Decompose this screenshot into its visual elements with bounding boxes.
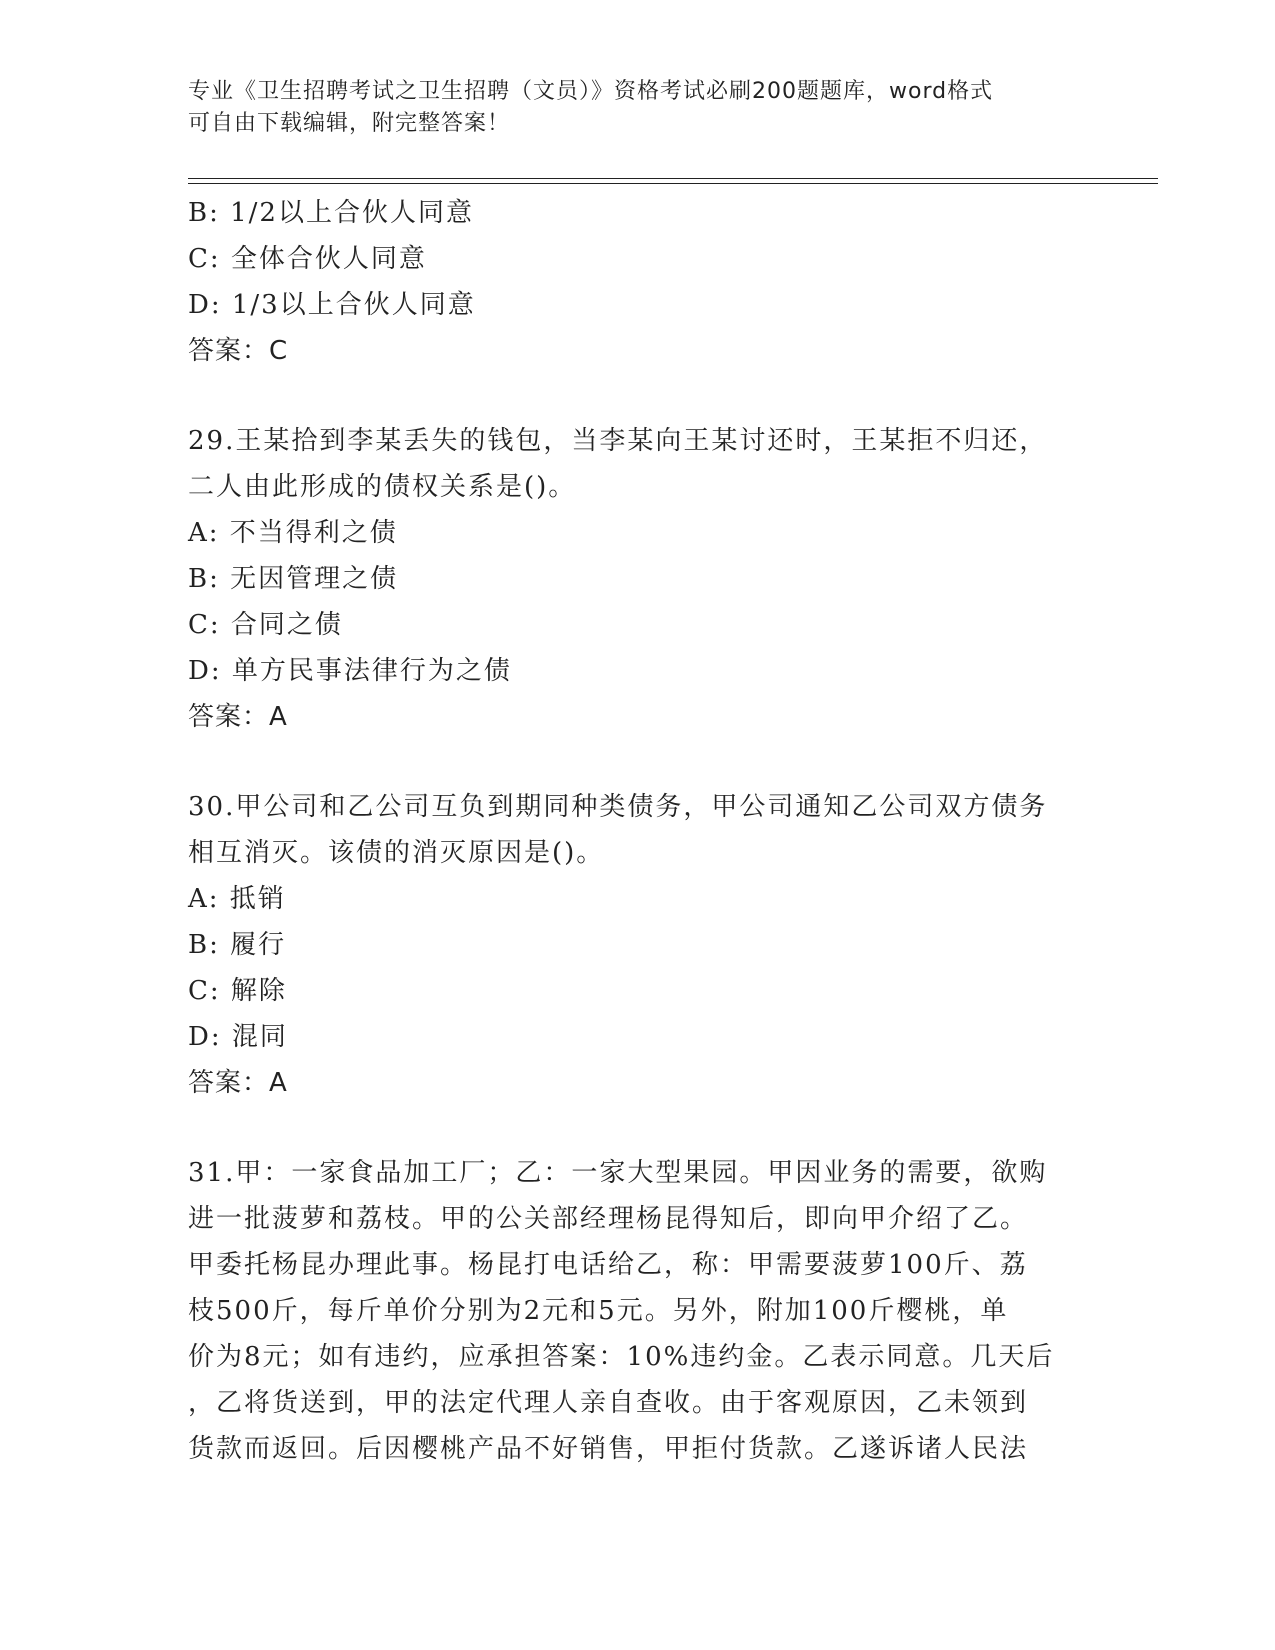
question-stem-line: 31.甲：一家食品加工厂；乙：一家大型果园。甲因业务的需要，欲购	[188, 1158, 1048, 1188]
option-d: D: 混同	[188, 1022, 288, 1052]
question-stem-line: 29.王某拾到李某丢失的钱包，当李某向王某讨还时，王某拒不归还，	[188, 426, 1048, 456]
spacer	[188, 1106, 1088, 1150]
document-body	[188, 190, 1088, 1472]
option-c: C: 全体合伙人同意	[188, 244, 427, 274]
answer: 答案：A	[188, 702, 288, 732]
question-stem-line: 进一批菠萝和荔枝。甲的公关部经理杨昆得知后，即向甲介绍了乙。	[188, 1204, 1029, 1234]
question-stem-line: ，乙将货送到，甲的法定代理人亲自查收。由于客观原因，乙未领到	[188, 1388, 1029, 1418]
option-a: A: 抵销	[188, 884, 286, 914]
option-b: B: 1/2以上合伙人同意	[188, 198, 474, 228]
question-stem-line: 二人由此形成的债权关系是()。	[188, 472, 577, 502]
option-b: B: 无因管理之债	[188, 564, 399, 594]
question-stem-line: 货款而返回。后因樱桃产品不好销售，甲拒付货款。乙遂诉诸人民法	[188, 1434, 1029, 1464]
header-rule-top	[188, 178, 1158, 179]
question-stem-line: 30.甲公司和乙公司互负到期同种类债务，甲公司通知乙公司双方债务	[188, 792, 1048, 822]
header-title-line-2: 可自由下载编辑，附完整答案！	[188, 111, 511, 136]
answer: 答案：A	[188, 1068, 288, 1098]
answer: 答案：C	[188, 336, 289, 366]
page-header	[188, 76, 1088, 140]
option-d: D: 1/3以上合伙人同意	[188, 290, 476, 320]
option-b: B: 履行	[188, 930, 287, 960]
question-28	[188, 190, 1088, 374]
question-stem-line: 枝500斤，每斤单价分别为2元和5元。另外，附加100斤樱桃，单	[188, 1296, 1009, 1326]
question-29	[188, 418, 1088, 740]
option-c: C: 解除	[188, 976, 287, 1006]
question-30	[188, 784, 1088, 1106]
option-d: D: 单方民事法律行为之债	[188, 656, 512, 686]
option-c: C: 合同之债	[188, 610, 343, 640]
question-stem-line: 甲委托杨昆办理此事。杨昆打电话给乙，称：甲需要菠萝100斤、荔	[188, 1250, 1028, 1280]
spacer	[188, 374, 1088, 418]
question-31	[188, 1150, 1088, 1472]
spacer	[188, 740, 1088, 784]
option-a: A: 不当得利之债	[188, 518, 398, 548]
question-stem-line: 价为8元；如有违约，应承担答案：10%违约金。乙表示同意。几天后	[188, 1342, 1055, 1372]
header-rule-bottom	[188, 183, 1158, 184]
question-stem-line: 相互消灭。该债的消灭原因是()。	[188, 838, 605, 868]
header-title-line-1: 专业《卫生招聘考试之卫生招聘（文员）》资格考试必刷200题题库，word格式	[188, 79, 994, 104]
